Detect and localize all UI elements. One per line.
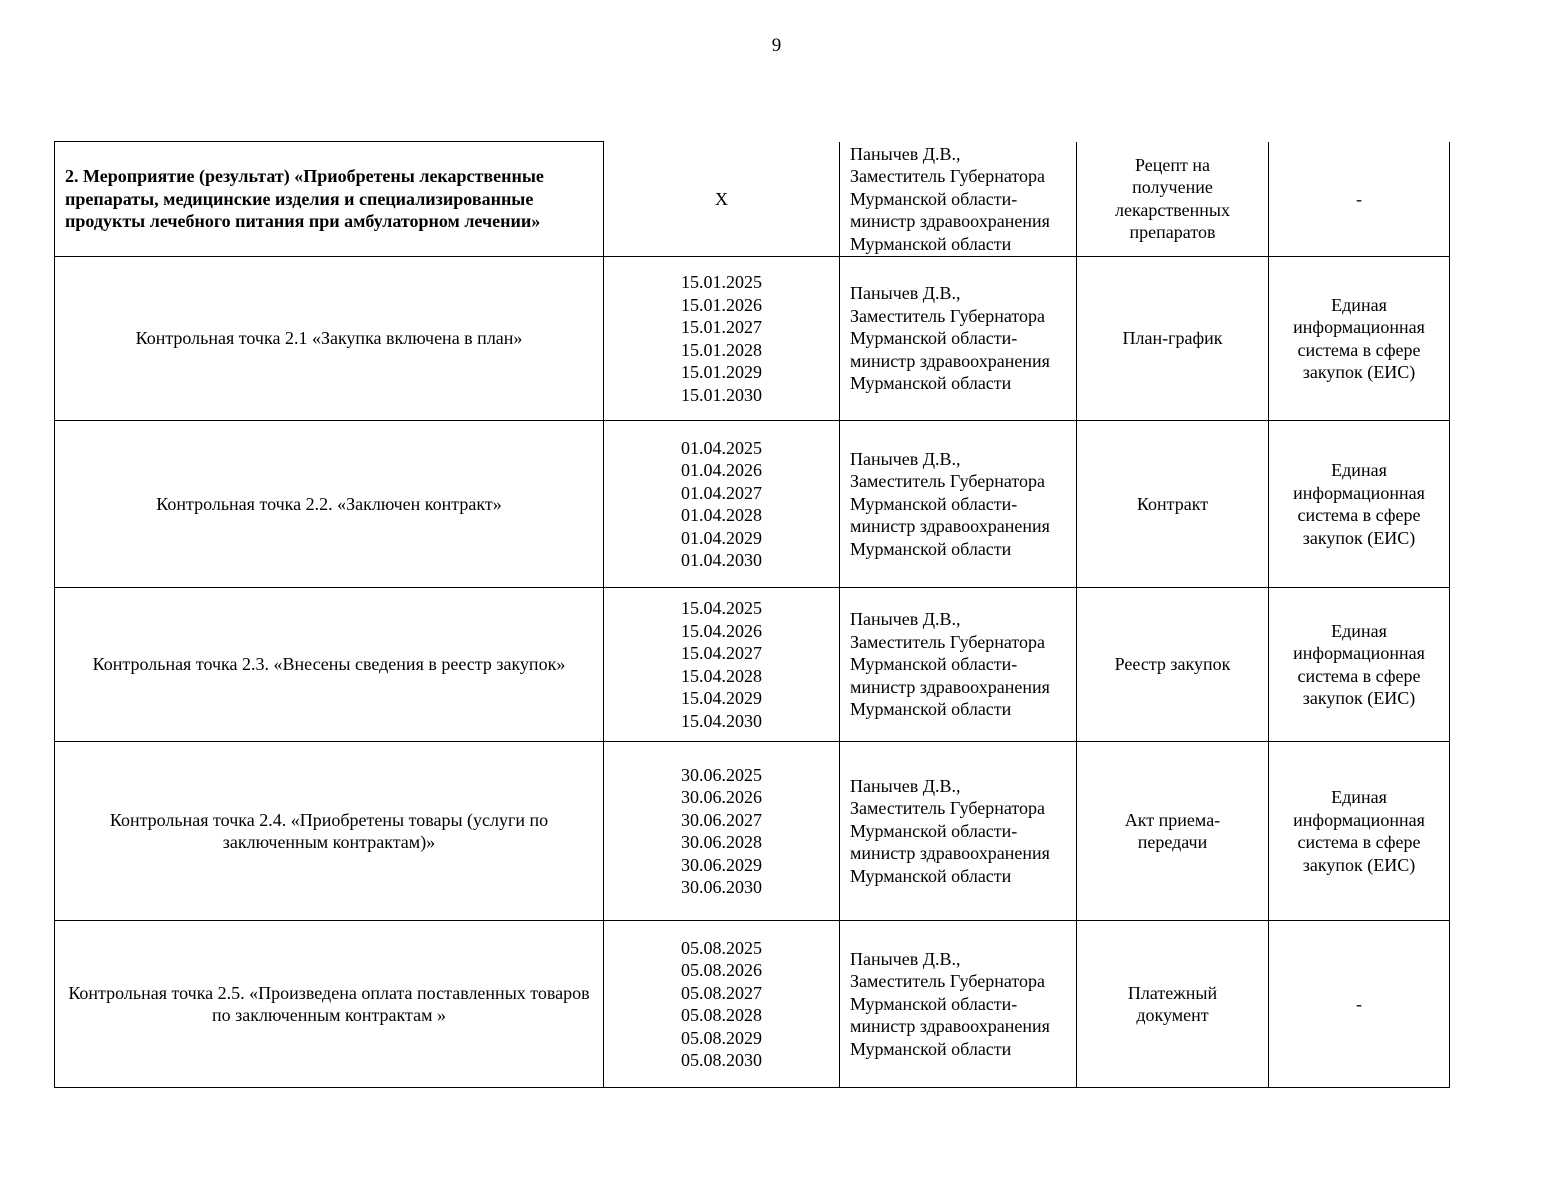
responsible-cell: [840, 142, 1077, 257]
system-line: информационная: [1293, 317, 1425, 337]
document-cell: [1077, 257, 1269, 421]
dates-cell: [604, 421, 840, 588]
dates-line: 01.04.2028: [681, 505, 762, 525]
responsible-line: Панычев Д.В.,: [850, 448, 961, 469]
dates-line: 30.06.2025: [681, 764, 762, 785]
document-line: Платежный: [1127, 982, 1218, 1003]
control-point-name: Контрольная точка 2.3. «Внесены сведения в реестр закупок»: [92, 654, 566, 675]
dates-line: 05.08.2029: [681, 1027, 762, 1048]
system-line: Единая: [1331, 620, 1387, 641]
system-line: информационная: [1293, 809, 1425, 830]
responsible-line: Мурманской области: [850, 233, 1012, 254]
responsible-line: Мурманской области-: [850, 993, 1018, 1014]
dates-line: 15.04.2026: [681, 620, 762, 641]
control-point-name: Контрольная точка 2.1 «Закупка включена в план»: [135, 328, 523, 349]
system-line: информационная: [1293, 482, 1425, 503]
responsible-line: министр здравоохранения: [850, 1016, 1050, 1037]
responsible-line: Мурманской области-: [850, 654, 1018, 675]
dates-line: 30.06.2029: [681, 854, 762, 875]
dates-line: 05.08.2026: [681, 960, 762, 980]
system-cell: [1269, 421, 1450, 588]
system-line: закупок (ЕИС): [1302, 688, 1416, 708]
control-point-name-cell: [55, 742, 604, 921]
document-cell: [1077, 742, 1269, 921]
dates-line: 15.04.2029: [681, 688, 762, 708]
dates-line: 15.01.2029: [681, 362, 762, 382]
control-point-name: Контрольная точка 2.4. «Приобретены товары (услуги по заключенным контрактам)»: [109, 809, 549, 852]
responsible-cell: [840, 257, 1077, 421]
dates-line: 05.08.2030: [681, 1050, 762, 1070]
dates-line: X: [715, 188, 728, 209]
responsible-cell: [840, 421, 1077, 588]
responsible-line: Панычев Д.В.,: [850, 948, 961, 969]
table-row-event: [55, 142, 1450, 257]
dates-line: 05.08.2025: [681, 937, 762, 958]
table-row-control-point: [55, 742, 1450, 921]
dates-line: 01.04.2029: [681, 527, 762, 548]
system-cell: [1269, 257, 1450, 421]
document-cell: [1077, 142, 1269, 257]
responsible-line: министр здравоохранения: [850, 843, 1050, 864]
event-name-cell: [55, 142, 604, 257]
responsible-line: Мурманской области: [850, 699, 1012, 720]
dates-line: 15.01.2026: [681, 294, 762, 315]
document-line: документ: [1136, 1005, 1209, 1025]
responsible-line: министр здравоохранения: [850, 211, 1050, 231]
dates-line: 30.06.2028: [681, 832, 762, 852]
table-row-control-point: [55, 921, 1450, 1088]
document-cell: [1077, 588, 1269, 742]
dates-line: 30.06.2027: [681, 809, 762, 830]
responsible-line: Мурманской области-: [850, 188, 1018, 209]
dates-cell: [604, 588, 840, 742]
dates-line: 15.04.2028: [681, 665, 762, 686]
responsible-line: Заместитель Губернатора: [850, 631, 1046, 652]
responsible-line: Заместитель Губернатора: [850, 471, 1046, 492]
document-line: получение: [1132, 177, 1213, 198]
responsible-line: министр здравоохранения: [850, 676, 1050, 697]
control-points-table: [54, 141, 1450, 1088]
dates-line: 15.01.2027: [681, 317, 762, 337]
table-body: [55, 142, 1450, 1088]
table-row-control-point: [55, 588, 1450, 742]
system-line: информационная: [1293, 643, 1425, 663]
dates-cell: [604, 742, 840, 921]
dates-line: 15.04.2027: [681, 643, 762, 663]
dates-line: 15.01.2030: [681, 384, 762, 405]
event-name: 2. Мероприятие (результат) «Приобретены лекарственные препараты, медицинские изделия и специализированные продукты лечебного питания при амбулаторном лечении»: [65, 166, 544, 232]
dates-line: 15.04.2030: [681, 710, 762, 731]
system-line: -: [1356, 993, 1362, 1014]
responsible-cell: [840, 588, 1077, 742]
system-cell: [1269, 142, 1450, 257]
system-line: система в сфере: [1297, 832, 1421, 852]
dates-line: 01.04.2025: [681, 437, 762, 458]
table-row-control-point: [55, 421, 1450, 588]
responsible-line: Панычев Д.В.,: [850, 609, 961, 630]
system-line: Единая: [1331, 787, 1387, 807]
responsible-line: Заместитель Губернатора: [850, 798, 1046, 819]
responsible-line: Заместитель Губернатора: [850, 166, 1046, 186]
responsible-line: Панычев Д.В.,: [850, 775, 961, 796]
dates-line: 30.06.2030: [681, 877, 762, 897]
document-line: Рецепт на: [1134, 154, 1210, 175]
page-number: 9: [771, 35, 782, 56]
control-point-name-cell: [55, 921, 604, 1088]
document-line: передачи: [1137, 832, 1208, 852]
system-line: система в сфере: [1297, 665, 1421, 686]
dates-line: 01.04.2026: [681, 460, 762, 480]
responsible-line: министр здравоохранения: [850, 350, 1050, 371]
responsible-line: Мурманской области: [850, 538, 1012, 559]
document-line: препаратов: [1129, 222, 1216, 243]
dates-line: 15.01.2025: [681, 272, 762, 292]
document-cell: [1077, 421, 1269, 588]
dates-cell: [604, 921, 840, 1088]
control-point-name-cell: [55, 257, 604, 421]
responsible-cell: [840, 921, 1077, 1088]
system-line: Единая: [1331, 460, 1387, 480]
dates-line: 01.04.2030: [681, 550, 762, 570]
system-cell: [1269, 921, 1450, 1088]
system-line: система в сфере: [1297, 505, 1421, 525]
document-line: Контракт: [1136, 493, 1209, 514]
system-line: закупок (ЕИС): [1302, 854, 1416, 875]
dates-cell: [604, 257, 840, 421]
document-line: Реестр закупок: [1114, 654, 1231, 675]
document-line: лекарственных: [1114, 199, 1231, 220]
dates-line: 05.08.2028: [681, 1005, 762, 1025]
system-cell: [1269, 588, 1450, 742]
responsible-line: Мурманской области: [850, 865, 1012, 886]
dates-line: 30.06.2026: [681, 787, 762, 807]
dates-line: 15.04.2025: [681, 598, 762, 618]
control-point-name-cell: [55, 421, 604, 588]
dates-line: 01.04.2027: [681, 482, 762, 503]
responsible-line: Заместитель Губернатора: [850, 971, 1046, 992]
control-point-name-cell: [55, 588, 604, 742]
table-row-control-point: [55, 257, 1450, 421]
dates-line: 05.08.2027: [681, 982, 762, 1003]
system-line: Единая: [1331, 294, 1387, 315]
control-point-name: Контрольная точка 2.2. «Заключен контракт»: [156, 493, 502, 514]
responsible-line: Мурманской области-: [850, 328, 1018, 349]
responsible-line: Мурманской области-: [850, 493, 1018, 514]
responsible-line: Мурманской области-: [850, 820, 1018, 841]
responsible-line: Панычев Д.В.,: [850, 143, 961, 164]
system-line: -: [1356, 188, 1362, 209]
document-cell: [1077, 921, 1269, 1088]
responsible-cell: [840, 742, 1077, 921]
system-line: система в сфере: [1297, 339, 1421, 360]
dates-line: 15.01.2028: [681, 339, 762, 360]
system-cell: [1269, 742, 1450, 921]
responsible-line: Мурманской области: [850, 1038, 1012, 1059]
control-point-name: Контрольная точка 2.5. «Произведена оплата поставленных товаров по заключенным контрактам »: [68, 982, 590, 1025]
responsible-line: Панычев Д.В.,: [850, 283, 961, 304]
responsible-line: Заместитель Губернатора: [850, 305, 1046, 326]
responsible-line: Мурманской области: [850, 373, 1012, 394]
system-line: закупок (ЕИС): [1302, 362, 1416, 382]
document-line: Акт приема-: [1124, 809, 1221, 830]
responsible-line: министр здравоохранения: [850, 516, 1050, 537]
dates-cell: [604, 142, 840, 257]
system-line: закупок (ЕИС): [1302, 527, 1416, 548]
document-line: План-график: [1122, 328, 1223, 349]
